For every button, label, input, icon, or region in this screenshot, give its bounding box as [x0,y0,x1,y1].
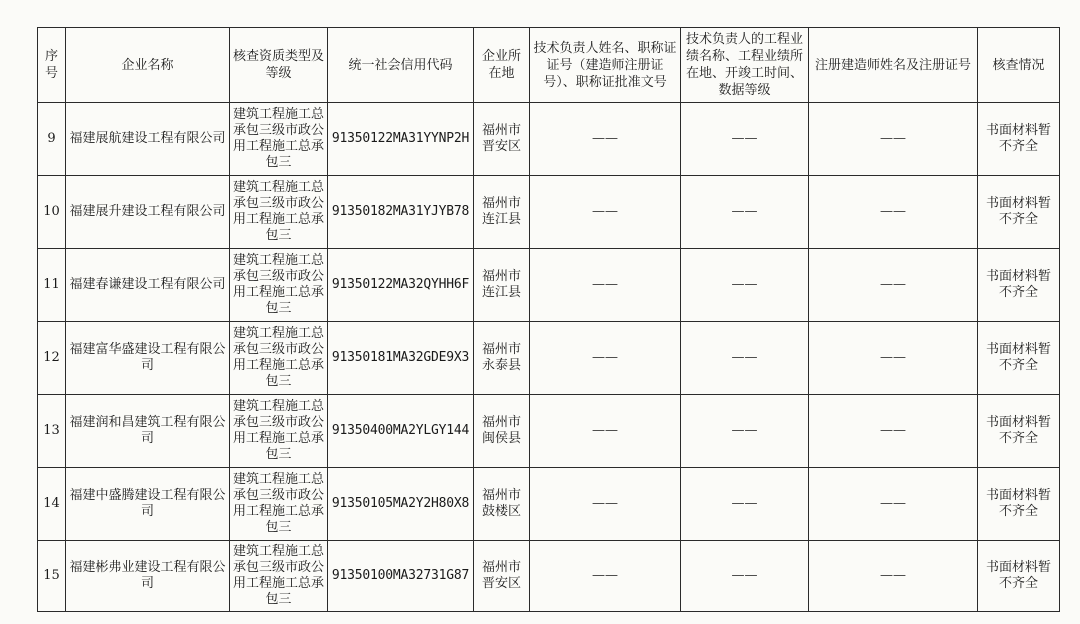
company-name: 福建彬弗业建设工程有限公司 [66,541,230,612]
header-registered-builder: 注册建造师姓名及注册证号 [809,28,978,103]
qualification: 建筑工程施工总承包三级市政公用工程施工总承包三 [230,322,328,395]
qualification: 建筑工程施工总承包三级市政公用工程施工总承包三 [230,103,328,176]
row-number: 12 [38,322,66,395]
registered-builder-cell: —— [809,395,978,468]
registered-builder-cell: —— [809,103,978,176]
header-location: 企业所在地 [474,28,530,103]
company-name: 福建春谦建设工程有限公司 [66,249,230,322]
tech-lead-cell: —— [530,468,681,541]
table-body [38,103,1060,612]
status-cell: 书面材料暂不齐全 [978,541,1060,612]
row-number: 15 [38,541,66,612]
company-name: 福建展升建设工程有限公司 [66,176,230,249]
qualification: 建筑工程施工总承包三级市政公用工程施工总承包三 [230,249,328,322]
tech-performance-cell: —— [681,176,809,249]
registered-builder-cell: —— [809,322,978,395]
tech-performance-cell: —— [681,395,809,468]
tech-lead-cell: —— [530,322,681,395]
row-number: 13 [38,395,66,468]
header-tech-performance: 技术负责人的工程业绩名称、工程业绩所在地、开竣工时间、数据等级 [681,28,809,103]
header-tech-lead: 技术负责人姓名、职称证证号（建造师注册证号）、职称证批准文号 [530,28,681,103]
status-cell: 书面材料暂不齐全 [978,176,1060,249]
row-number: 14 [38,468,66,541]
tech-performance-cell: —— [681,249,809,322]
location: 福州市鼓楼区 [474,468,530,541]
tech-lead-cell: —— [530,541,681,612]
location: 福州市永泰县 [474,322,530,395]
location: 福州市晋安区 [474,103,530,176]
row-number: 10 [38,176,66,249]
credit-code: 91350105MA2Y2H80X8 [328,468,474,541]
table-row [38,103,1060,176]
location: 福州市闽侯县 [474,395,530,468]
tech-lead-cell: —— [530,395,681,468]
table-header-row [38,28,1060,103]
credit-code: 91350100MA32731G87 [328,541,474,612]
tech-performance-cell: —— [681,103,809,176]
table-row [38,395,1060,468]
credit-code: 91350122MA32QYHH6F [328,249,474,322]
company-name: 福建富华盛建设工程有限公司 [66,322,230,395]
registered-builder-cell: —— [809,176,978,249]
row-number: 11 [38,249,66,322]
tech-lead-cell: —— [530,103,681,176]
table-row [38,468,1060,541]
company-name: 福建润和昌建筑工程有限公司 [66,395,230,468]
header-company-name: 企业名称 [66,28,230,103]
status-cell: 书面材料暂不齐全 [978,468,1060,541]
credit-code: 91350122MA31YYNP2H [328,103,474,176]
status-cell: 书面材料暂不齐全 [978,103,1060,176]
tech-performance-cell: —— [681,541,809,612]
qualification: 建筑工程施工总承包三级市政公用工程施工总承包三 [230,468,328,541]
header-no: 序号 [38,28,66,103]
registered-builder-cell: —— [809,468,978,541]
registered-builder-cell: —— [809,541,978,612]
qualification: 建筑工程施工总承包三级市政公用工程施工总承包三 [230,176,328,249]
table-row [38,541,1060,612]
credit-code: 91350400MA2YLGY144 [328,395,474,468]
row-number: 9 [38,103,66,176]
tech-performance-cell: —— [681,322,809,395]
verification-table [37,27,1060,612]
header-qualification: 核查资质类型及等级 [230,28,328,103]
status-cell: 书面材料暂不齐全 [978,322,1060,395]
tech-performance-cell: —— [681,468,809,541]
table-row [38,176,1060,249]
table-row [38,249,1060,322]
location: 福州市连江县 [474,249,530,322]
status-cell: 书面材料暂不齐全 [978,395,1060,468]
company-name: 福建展航建设工程有限公司 [66,103,230,176]
location: 福州市连江县 [474,176,530,249]
credit-code: 91350182MA31YJYB78 [328,176,474,249]
qualification: 建筑工程施工总承包三级市政公用工程施工总承包三 [230,541,328,612]
company-name: 福建中盛腾建设工程有限公司 [66,468,230,541]
registered-builder-cell: —— [809,249,978,322]
header-credit-code: 统一社会信用代码 [328,28,474,103]
tech-lead-cell: —— [530,176,681,249]
header-status: 核查情况 [978,28,1060,103]
status-cell: 书面材料暂不齐全 [978,249,1060,322]
table-row [38,322,1060,395]
tech-lead-cell: —— [530,249,681,322]
qualification: 建筑工程施工总承包三级市政公用工程施工总承包三 [230,395,328,468]
credit-code: 91350181MA32GDE9X3 [328,322,474,395]
location: 福州市晋安区 [474,541,530,612]
